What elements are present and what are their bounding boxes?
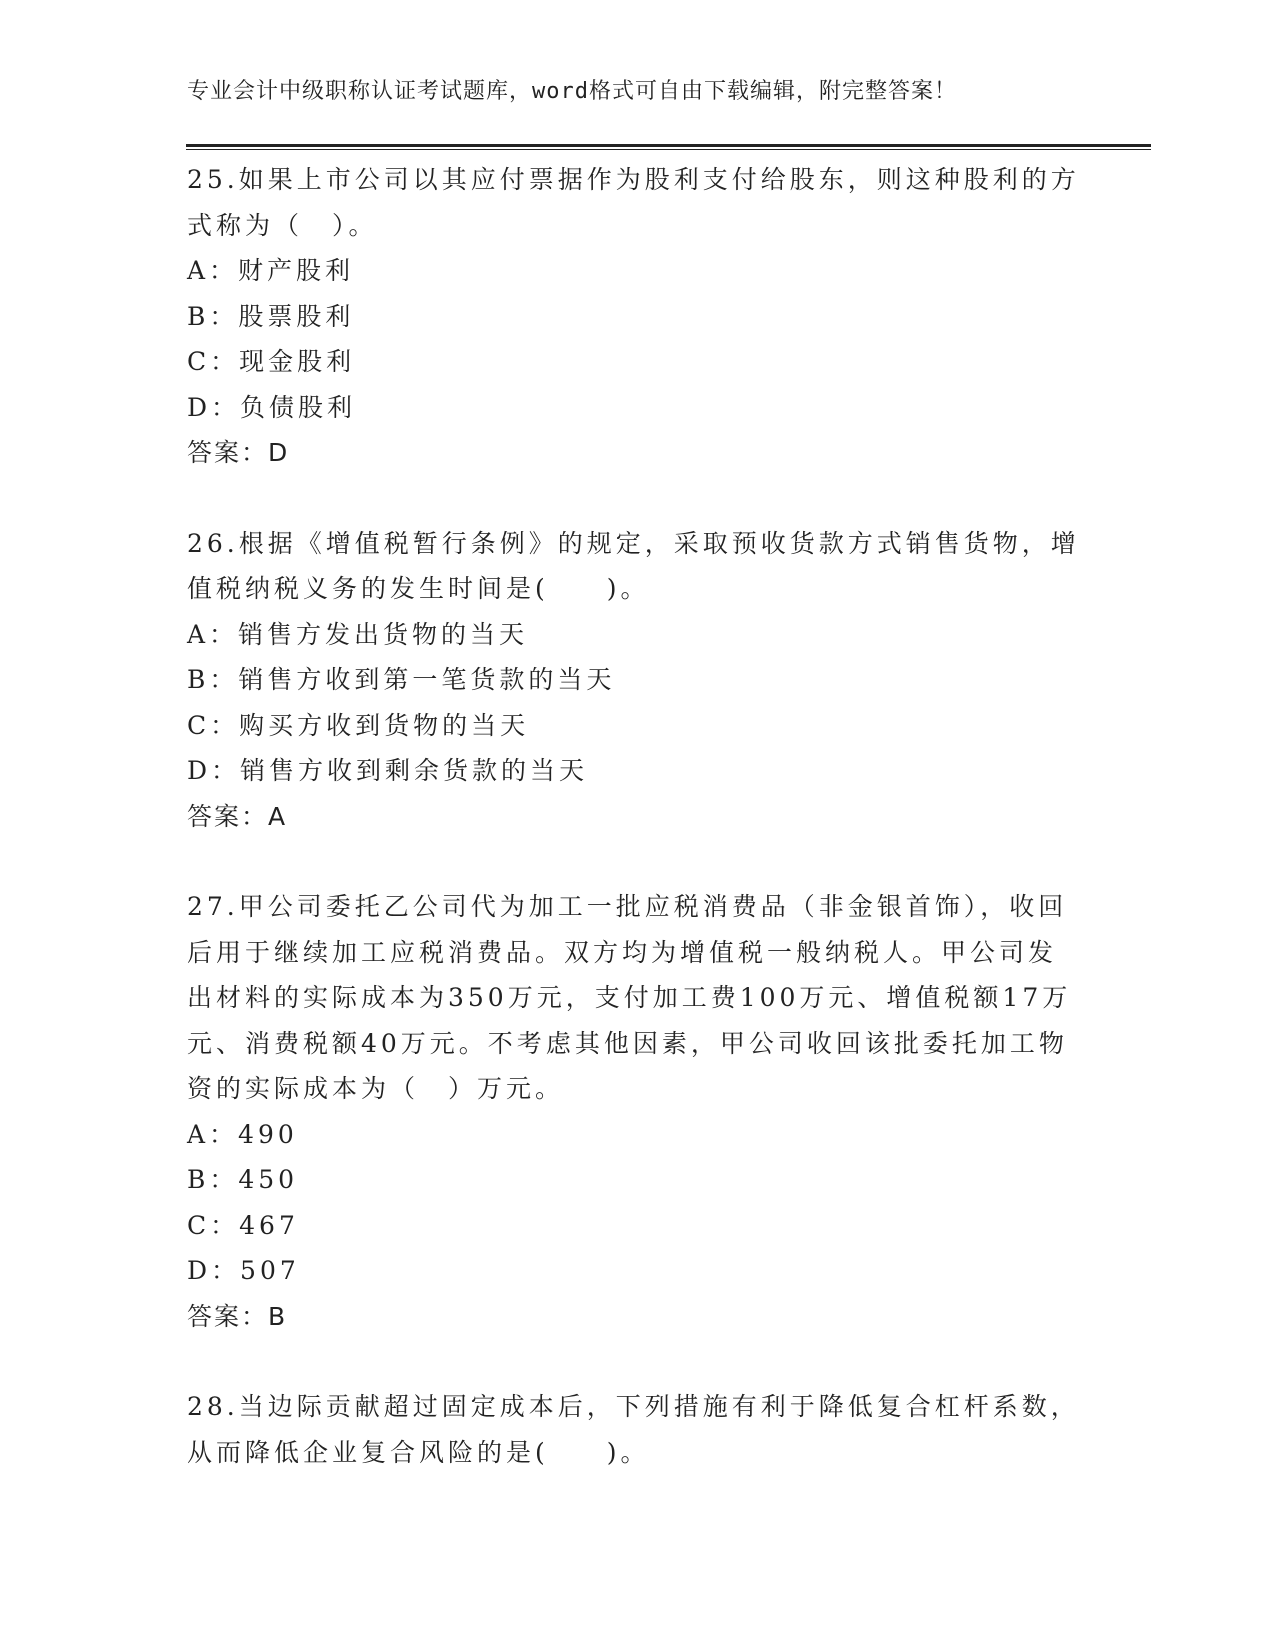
question-text: 27.甲公司委托乙公司代为加工一批应税消费品（非金银首饰），收回 <box>187 892 1068 921</box>
spacer <box>187 839 1087 884</box>
question-text: 26.根据《增值税暂行条例》的规定，采取预收货款方式销售货物，增 <box>187 528 1080 558</box>
option-d: D：507 <box>187 1256 300 1285</box>
option-d: D：销售方收到剩余货款的当天 <box>187 756 589 785</box>
question-text: 28.当边际贡献超过固定成本后，下列措施有利于降低复合杠杆系数， <box>187 1392 1080 1421</box>
option-a: A：销售方发出货物的当天 <box>187 619 529 649</box>
option-a: A：财产股利 <box>187 256 355 285</box>
header-rule-thin <box>186 149 1151 150</box>
header-rule-thick <box>186 144 1151 147</box>
question-26 <box>187 521 1087 840</box>
option-c: C：现金股利 <box>187 347 356 376</box>
option-b: B：股票股利 <box>187 301 355 331</box>
question-text: 后用于继续加工应税消费品。双方均为增值税一般纳税人。甲公司发 <box>187 937 1058 967</box>
spacer <box>187 476 1087 521</box>
question-text: 从而降低企业复合风险的是( )。 <box>187 1437 650 1467</box>
page-header: 专业会计中级职称认证考试题库，word格式可自由下载编辑，附完整答案！ <box>187 79 957 104</box>
option-c: C：467 <box>187 1210 299 1240</box>
question-text: 值税纳税义务的发生时间是( )。 <box>187 574 650 603</box>
question-text: 25.如果上市公司以其应付票据作为股利支付给股东，则这种股利的方 <box>187 165 1080 194</box>
answer: 答案：D <box>187 438 290 467</box>
question-text: 式称为（ ）。 <box>187 210 378 240</box>
question-28 <box>187 1384 1087 1475</box>
question-list <box>187 157 1087 1475</box>
option-b: B：450 <box>187 1165 299 1194</box>
question-text: 元、消费税额40万元。不考虑其他因素，甲公司收回该批委托加工物 <box>187 1028 1068 1058</box>
option-d: D：负债股利 <box>187 392 357 422</box>
option-b: B：销售方收到第一笔货款的当天 <box>187 665 616 694</box>
question-25 <box>187 157 1087 476</box>
question-text: 出材料的实际成本为350万元，支付加工费100万元、增值税额17万 <box>187 983 1072 1012</box>
question-27 <box>187 884 1087 1339</box>
option-c: C：购买方收到货物的当天 <box>187 710 530 740</box>
answer: 答案：B <box>187 1301 288 1331</box>
question-text: 资的实际成本为（ ）万元。 <box>187 1074 565 1103</box>
answer: 答案：A <box>187 801 288 831</box>
spacer <box>187 1339 1087 1384</box>
option-a: A：490 <box>187 1119 298 1149</box>
